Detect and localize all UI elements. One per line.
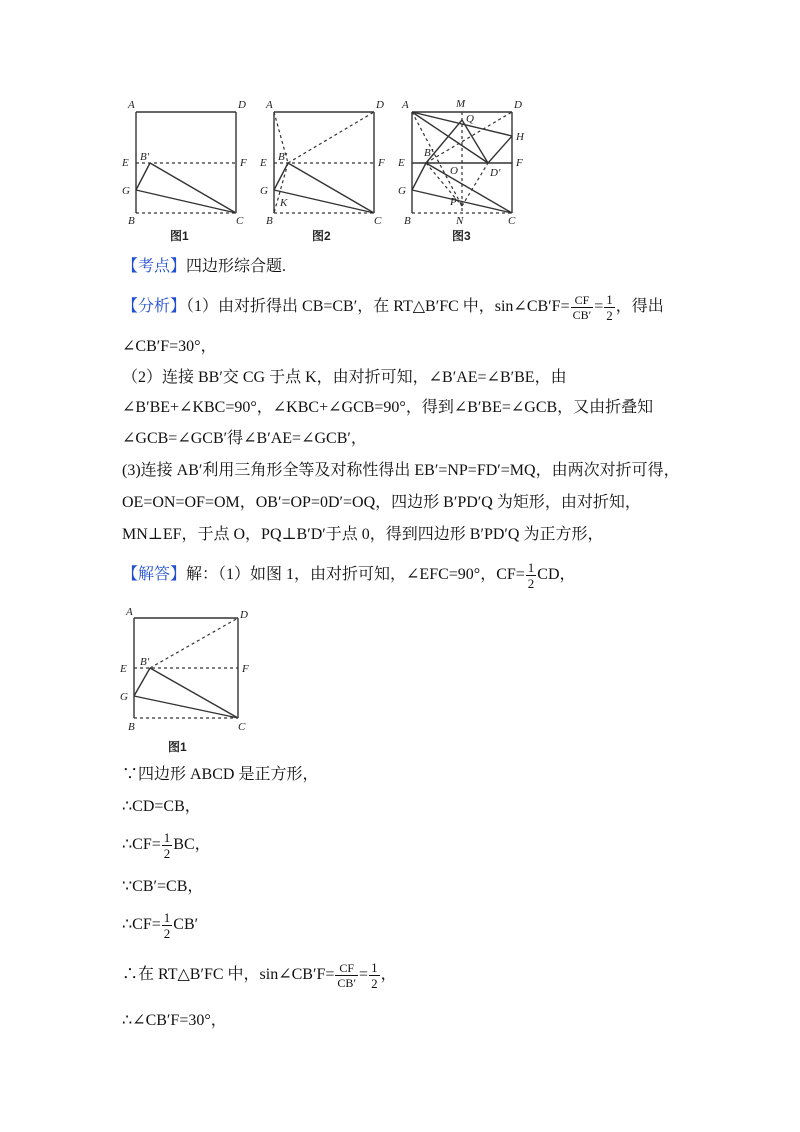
proof-l5-tail: CB′ <box>173 916 199 933</box>
proof-l5-text: ∴CF= <box>122 916 161 933</box>
fig1-label-Bp: B′ <box>140 151 150 163</box>
fenxi-line-3: （2）连接 BB′交 CG 于点 K，由对折可知，∠B′AE=∠B′BE，由 <box>122 369 567 386</box>
fenxi-line-5: ∠GCB=∠GCB′得∠B′AE=∠GCB′， <box>122 430 367 447</box>
jieda-tail: CD， <box>537 566 576 583</box>
fig1-label-C: C <box>236 215 244 227</box>
proof-line-6 <box>122 960 397 990</box>
fenxi-line-8: MN⊥EF，于点 O，PQ⊥B′D′于点 0，得到四边形 B′PD′Q 为正方形， <box>122 526 604 543</box>
fig3-label-C: C <box>508 215 516 227</box>
figure-2 <box>258 96 388 226</box>
fig3-label-P: P <box>450 196 457 208</box>
jieda-text: 解：（1）如图 1，由对折可知，∠EFC=90°，CF= <box>186 566 525 583</box>
fig1-label-G: G <box>122 185 130 197</box>
fraction-cf-cbp <box>335 962 358 989</box>
fraction-numerator: 1 <box>371 959 378 975</box>
fenxi-line-1 <box>122 292 664 322</box>
fraction-numerator: CF <box>571 294 594 308</box>
fraction-numerator: 1 <box>163 829 171 845</box>
fig3-label-G: G <box>398 185 406 197</box>
fraction-numerator: 1 <box>606 291 613 307</box>
fig1-label-D: D <box>238 99 246 111</box>
fraction-one-half <box>162 911 173 940</box>
mid-label-B: B <box>128 721 135 733</box>
mid-label-F: F <box>242 663 249 675</box>
fraction-denominator: 2 <box>371 975 378 991</box>
fig3-label-B: B <box>404 215 411 227</box>
proof-line-1: ∵四边形 ABCD 是正方形， <box>122 766 319 783</box>
fig3-label-Dp: D′ <box>490 167 501 179</box>
fraction-denominator: 2 <box>163 845 171 861</box>
figure-3 <box>398 96 538 226</box>
figure-1 <box>120 96 250 226</box>
fenxi-line-7: OE=ON=OF=OM，OB′=OP=0D′=OQ，四边形 B′PD′Q 为矩形，由对折知， <box>122 494 641 511</box>
figure-1-caption: 图1 <box>170 229 189 243</box>
jieda-line <box>122 560 576 590</box>
proof-line-4: ∵CB′=CB， <box>122 878 204 895</box>
kaodian-line <box>122 256 286 278</box>
mid-label-Bp: B′ <box>140 656 150 668</box>
equals-sign: = <box>359 966 369 983</box>
mid-label-G: G <box>120 691 128 703</box>
fraction-cf-cbp <box>571 294 594 321</box>
figure-2-caption: 图2 <box>312 229 331 243</box>
fenxi-line-2: ∠CB′F=30°， <box>122 338 217 355</box>
mid-label-A: A <box>126 606 133 618</box>
proof-line-2: ∴CD=CB， <box>122 798 201 815</box>
kaodian-tag: 【考点】 <box>122 258 187 275</box>
fig3-label-H: H <box>516 131 524 143</box>
proof-line-7: ∴∠CB′F=30°， <box>122 1012 227 1029</box>
fraction-numerator: CF <box>335 962 358 976</box>
mid-label-D: D <box>240 609 248 621</box>
figure-1-repeat-drawing <box>120 604 260 734</box>
proof-line-3 <box>122 830 211 860</box>
fraction-denominator: 2 <box>606 307 613 323</box>
proof-l3-text: ∴CF= <box>122 836 161 853</box>
fig3-label-A: A <box>402 99 409 111</box>
fenxi-l1-text: （1）由对折得出 CB=CB′，在 RT△B′FC 中，sin∠CB′F= <box>186 298 570 315</box>
figure-3-caption: 图3 <box>452 229 471 243</box>
fig2-label-E: E <box>260 157 267 169</box>
fraction-denominator: 2 <box>527 575 535 591</box>
figure-1-drawing <box>120 96 250 226</box>
fig2-label-B: B <box>266 215 273 227</box>
proof-line-5 <box>122 910 198 940</box>
fraction-denominator: 2 <box>163 925 171 941</box>
figure-2-drawing <box>258 96 388 226</box>
fig1-label-B: B <box>128 215 135 227</box>
mid-label-E: E <box>120 663 127 675</box>
figure-1-repeat <box>120 604 260 734</box>
fig1-label-E: E <box>122 157 129 169</box>
jieda-tag: 【解答】 <box>122 566 187 583</box>
fig1-label-A: A <box>128 99 135 111</box>
fig2-label-A: A <box>266 99 273 111</box>
fig3-label-Bp: B′ <box>424 147 434 159</box>
fraction-denominator: CB′ <box>337 975 357 990</box>
fraction-one-half <box>369 961 380 990</box>
fig2-label-D: D <box>376 99 384 111</box>
equals-sign: = <box>594 298 604 315</box>
proof-l6-text: ∴在 RT△B′FC 中，sin∠CB′F= <box>122 966 335 983</box>
fig2-label-C: C <box>374 215 382 227</box>
fig3-label-Q: Q <box>466 113 474 125</box>
fraction-numerator: 1 <box>163 909 171 925</box>
fig3-label-M: M <box>456 98 466 110</box>
fraction-numerator: 1 <box>527 559 535 575</box>
figure-1-repeat-caption: 图1 <box>168 740 187 754</box>
fraction-one-half <box>162 831 173 860</box>
fig2-label-Bp: B′ <box>278 151 288 163</box>
fig2-label-K: K <box>280 197 288 209</box>
fig2-label-F: F <box>378 157 385 169</box>
fig3-label-O: O <box>450 165 458 177</box>
fig3-label-N: N <box>456 215 464 227</box>
fenxi-line-6: (3)连接 AB′利用三角形全等及对称性得出 EB′=NP=FD′=MQ，由两次对折可得， <box>122 462 680 479</box>
fig1-label-F: F <box>240 157 247 169</box>
fenxi-tag: 【分析】 <box>122 298 187 315</box>
fenxi-l1-tail: ，得出 <box>615 298 664 315</box>
fraction-one-half <box>604 293 615 322</box>
proof-l3-tail: BC， <box>173 836 211 853</box>
fraction-denominator: CB′ <box>572 307 592 322</box>
fig3-label-E: E <box>398 157 405 169</box>
fig3-label-D: D <box>514 99 522 111</box>
fig2-label-G: G <box>260 185 268 197</box>
mid-label-C: C <box>238 721 246 733</box>
figure-3-drawing <box>398 96 538 226</box>
fenxi-line-4: ∠B′BE+∠KBC=90°，∠KBC+∠GCB=90°，得到∠B′BE=∠GCB，又由折叠知 <box>122 399 654 416</box>
fig3-label-F: F <box>516 157 523 169</box>
proof-l6-tail: ， <box>380 966 397 983</box>
fraction-one-half <box>526 561 537 590</box>
kaodian-text: 四边形综合题. <box>186 258 287 275</box>
